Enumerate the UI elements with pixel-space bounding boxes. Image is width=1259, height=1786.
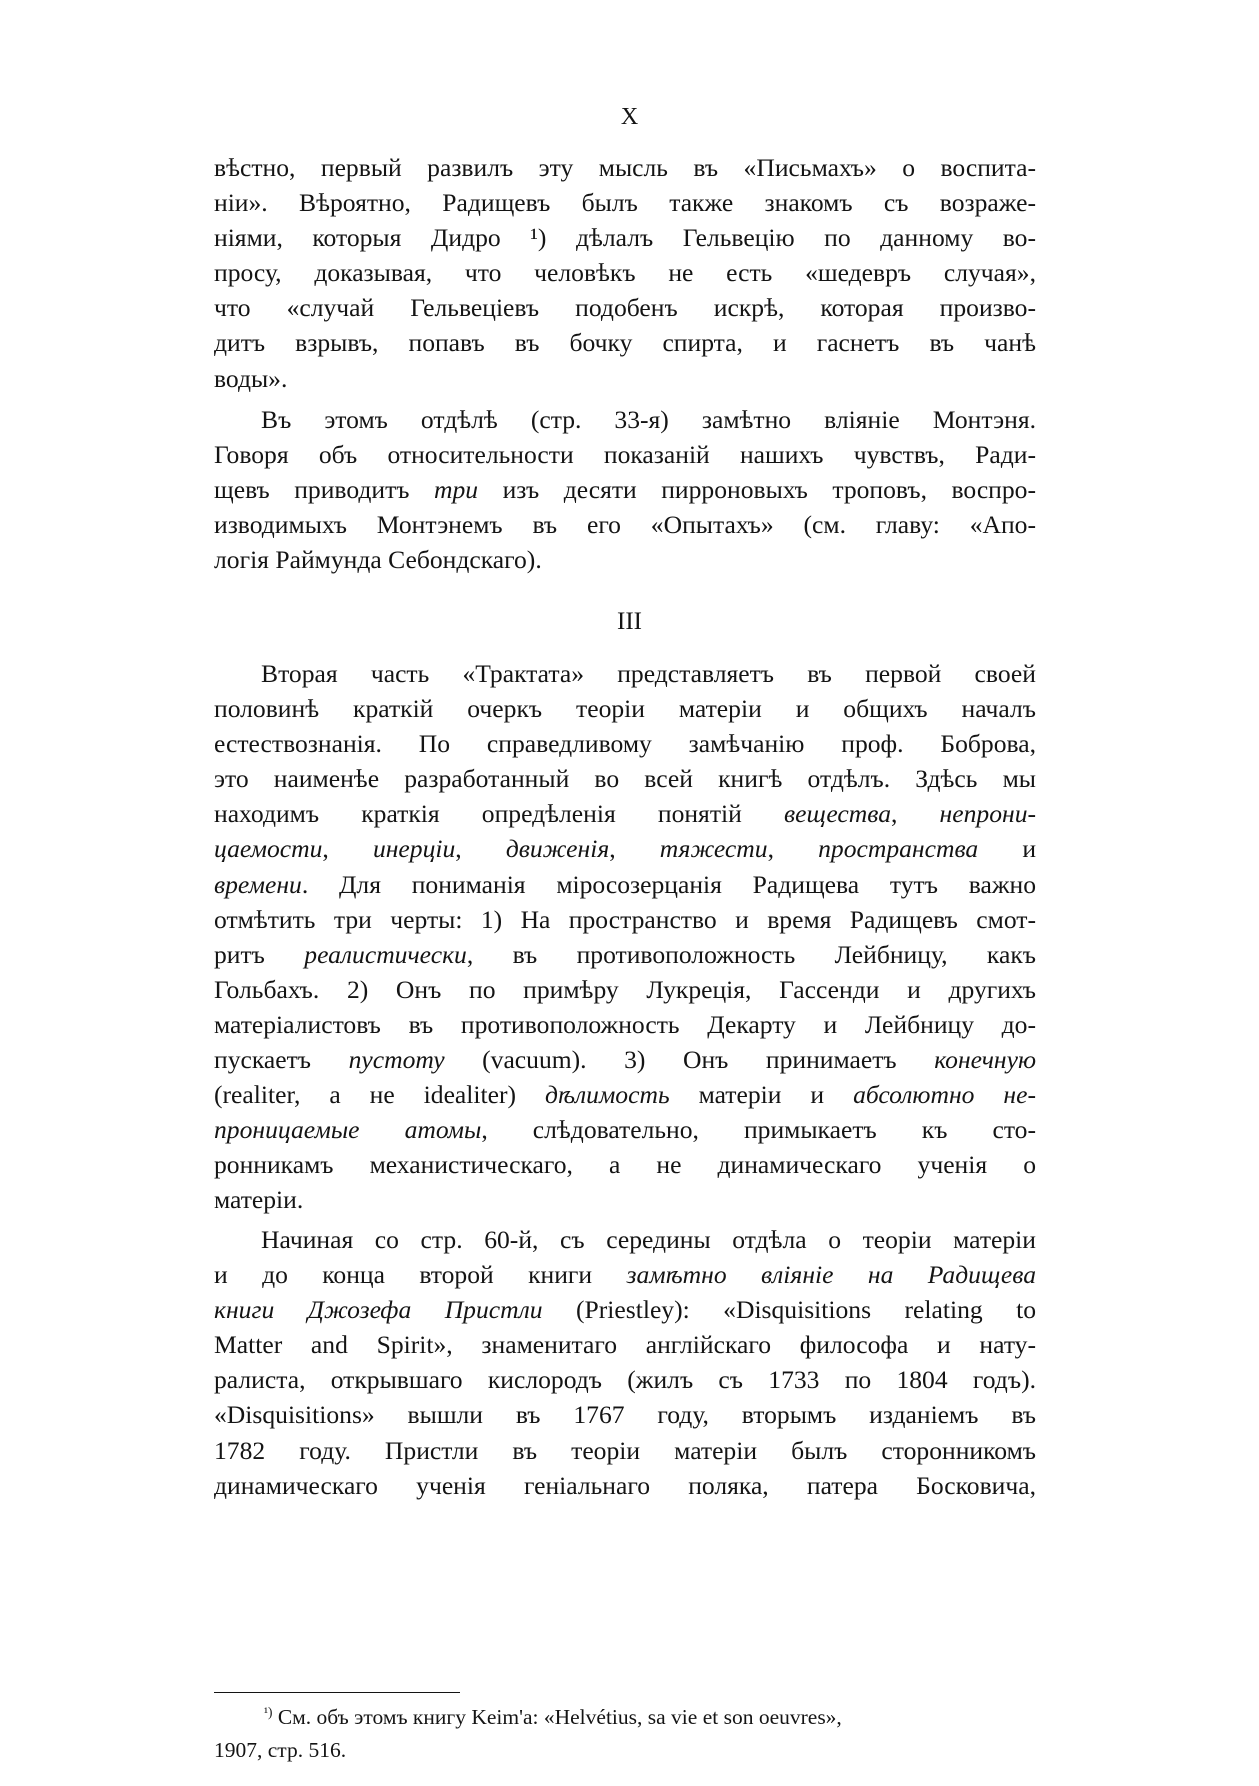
text-span: , въ противоположность Лейбницу, какъ bbox=[466, 939, 1036, 969]
paragraph-continuation bbox=[214, 150, 1036, 396]
italic-emphasis: книги Джозефа Пристли bbox=[214, 1295, 543, 1325]
italic-emphasis: цаемости bbox=[214, 834, 323, 864]
text-line: отмѣтить три черты: 1) На пространство и время Радищевъ смот- bbox=[214, 904, 1036, 934]
paragraph-treatise-part-two bbox=[214, 656, 1036, 1218]
text-line: вѣстно, первый развилъ эту мысль въ «Письмахъ» о воспита- bbox=[214, 153, 1036, 182]
text-line: Matter and Spirit», знаменитаго англійскаго философа и нату- bbox=[214, 1330, 1036, 1360]
text-line bbox=[214, 1112, 1036, 1147]
text-line: что «случай Гельвеціевъ подобенъ искрѣ, которая произво- bbox=[214, 293, 1036, 323]
italic-emphasis: три bbox=[434, 475, 479, 505]
text-line: половинѣ краткій очеркъ теоріи матеріи и общихъ началъ bbox=[214, 694, 1036, 724]
text-line: изводимыхъ Монтэнемъ въ его «Опытахъ» (см. главу: «Апо- bbox=[214, 510, 1036, 540]
text-span: , слѣдовательно, примыкаетъ къ сто- bbox=[481, 1115, 1036, 1145]
footnote bbox=[214, 1701, 1036, 1767]
text-line bbox=[214, 1042, 1036, 1077]
text-span: и bbox=[978, 834, 1037, 864]
text-line: 1782 году. Пристли въ теоріи матеріи былъ сторонникомъ bbox=[214, 1435, 1036, 1465]
footnote-line: 1907, стр. 516. bbox=[214, 1738, 347, 1762]
text-span: матеріи и bbox=[669, 1080, 854, 1110]
italic-emphasis: тяжести bbox=[659, 834, 768, 864]
italic-emphasis: времени bbox=[214, 869, 302, 899]
italic-emphasis: пространства bbox=[818, 834, 979, 864]
text-line: естествознанія. По справедливому замѣчанію проф. Боброва, bbox=[214, 729, 1036, 759]
text-line: Въ этомъ отдѣлѣ (стр. 33-я) замѣтно вліяніе Монтэня. bbox=[261, 405, 1036, 434]
text-line: матеріи. bbox=[214, 1185, 304, 1215]
italic-emphasis: движенія bbox=[505, 834, 610, 864]
text-span: и до конца второй книги bbox=[214, 1260, 627, 1290]
text-line: щевъ приводитъ три изъ десяти пирроновыхъ троповъ, воспро- bbox=[214, 475, 1036, 505]
paragraph-montaigne bbox=[214, 402, 1036, 577]
text-span: (realiter, а не idealiter) bbox=[214, 1080, 545, 1110]
text-line: находимъ краткія опредѣленія понятій вещества, непрони- bbox=[214, 799, 1037, 829]
text-span: ритъ bbox=[214, 939, 305, 969]
text-line bbox=[214, 937, 1036, 972]
italic-emphasis: реалистически bbox=[304, 939, 467, 969]
text-line: цаемости, инерціи, движенія, тяжести, пространства и bbox=[214, 834, 1037, 864]
text-line: воды». bbox=[214, 363, 288, 393]
italic-emphasis: непрони- bbox=[939, 799, 1037, 829]
italic-emphasis: вещества bbox=[783, 799, 891, 829]
text-line: ніи». Вѣроятно, Радищевъ былъ также знакомъ съ возраже- bbox=[214, 188, 1036, 218]
text-line: матеріалистовъ въ противоположность Декарту и Лейбницу до- bbox=[214, 1009, 1036, 1039]
text-span: См. объ этомъ книгу Keim'а: «Helvétius, sa vie et son oeuvres», bbox=[272, 1705, 842, 1729]
text-line bbox=[214, 867, 1036, 902]
text-line: динамическаго ученія геніальнаго поляка, патера Босковича, bbox=[214, 1470, 1036, 1500]
paragraph-priestley bbox=[214, 1222, 1036, 1503]
italic-emphasis: инерціи bbox=[372, 834, 456, 864]
text-line: ралиста, открывшаго кислородъ (жилъ съ 1733 по 1804 годъ). bbox=[214, 1365, 1036, 1395]
text-span: . Для пониманія міросозерцанія Радищева тутъ важно bbox=[301, 869, 1036, 899]
text-line: логія Раймунда Себондскаго). bbox=[214, 545, 542, 575]
italic-emphasis: дѣлимость bbox=[545, 1080, 670, 1110]
text-line bbox=[214, 1257, 1036, 1292]
text-line: «Disquisitions» вышли въ 1767 году, вторымъ изданіемъ въ bbox=[214, 1400, 1036, 1430]
text-span: пускаетъ bbox=[214, 1045, 349, 1075]
italic-emphasis: замѣтно вліяніе на Радищева bbox=[626, 1260, 1036, 1290]
text-line: Говоря объ относительности показаній нашихъ чувствъ, Ради- bbox=[214, 440, 1036, 470]
text-line: Начиная со стр. 60-й, съ середины отдѣла о теоріи матеріи bbox=[261, 1225, 1036, 1254]
italic-emphasis: конечную bbox=[934, 1045, 1037, 1075]
text-span: (vacuum). 3) Онъ принимаетъ bbox=[444, 1045, 935, 1075]
text-line: ніями, которыя Дидро ¹) дѣлалъ Гельвецію по данному во- bbox=[214, 223, 1036, 253]
text-line: просу, доказывая, что человѣкъ не есть «шедевръ случая», bbox=[214, 258, 1036, 288]
footnote-separator bbox=[214, 1692, 460, 1693]
text-line: дитъ взрывъ, попавъ въ бочку спирта, и гаснетъ въ чанѣ bbox=[214, 328, 1036, 358]
footnote-line bbox=[214, 1701, 1036, 1734]
italic-emphasis: пустоту bbox=[348, 1045, 445, 1075]
text-span: (Priestley): «Disquisitions relating to bbox=[542, 1295, 1036, 1325]
text-line: это наименѣе разработанный во всей книгѣ отдѣлъ. Здѣсь мы bbox=[214, 764, 1036, 794]
text-line bbox=[214, 1077, 1036, 1112]
footnote-marker: ¹) bbox=[264, 1704, 273, 1720]
page-number: X bbox=[620, 104, 639, 130]
italic-emphasis: проницаемые атомы bbox=[214, 1115, 482, 1145]
text-line: Гольбахъ. 2) Онъ по примѣру Лукреція, Гассенди и другихъ bbox=[214, 974, 1036, 1004]
text-line: ронникамъ механистическаго, а не динамическаго ученія о bbox=[214, 1150, 1036, 1180]
italic-emphasis: абсолютно не- bbox=[853, 1080, 1036, 1110]
text-line: Вторая часть «Трактата» представляетъ въ первой своей bbox=[261, 659, 1036, 688]
section-heading: III bbox=[617, 608, 642, 635]
text-span: находимъ краткія опредѣленія понятій bbox=[214, 799, 784, 829]
text-line bbox=[214, 1292, 1036, 1327]
